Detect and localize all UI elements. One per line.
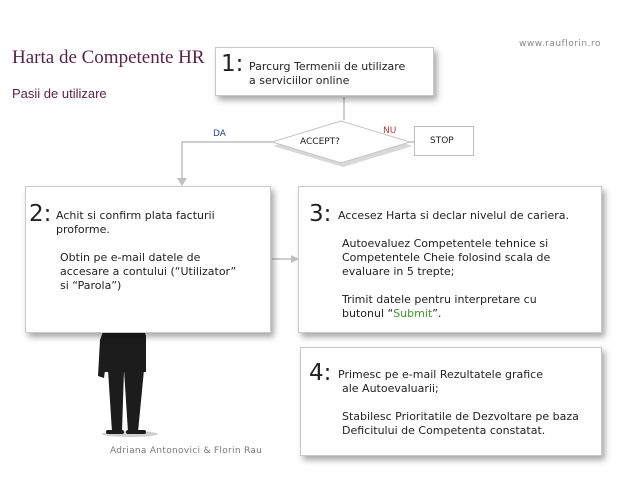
step1-box [215,47,434,96]
step1-line1: Parcurg Termenii de utilizare [249,60,406,73]
step1-line2: a serviciilor online [249,74,350,87]
arrowhead-yes [177,178,187,186]
step2-box [25,186,271,333]
page-title: Harta de Competente HR [12,47,205,68]
step3-p3-line1: Trimit datele pentru interpretare cu [342,293,537,306]
step2-line1: Achit si confirm plata facturii [56,209,215,222]
step3-p2-line2: Competentele Cheie folosind scala de [342,251,551,264]
decision-no-label: NU [383,126,397,136]
decision-label: ACCEPT? [300,137,340,147]
step1-number: 1: [221,51,244,77]
step3-p3-suffix: ”. [432,307,442,320]
step3-p2-line3: evaluare in 5 trepte; [342,265,455,278]
step4-p2-line2: Deficitului de Competenta constatat. [342,424,546,437]
connector-yes [182,142,272,181]
stop-box [414,126,474,156]
submit-word: Submit [393,307,433,320]
step4-number: 4: [309,360,332,386]
page-subtitle: Pasii de utilizare [12,86,107,101]
author-credit: Adriana Antonovici & Florin Rau [110,446,263,456]
site-url: www.rauflorin.ro [519,39,601,49]
step4-line1: Primesc pe e-mail Rezultatele grafice [338,368,543,381]
step3-line1: Accesez Harta si declar nivelul de cariera. [338,209,569,222]
step3-p2-line1: Autoevaluez Competentele tehnice si [342,237,549,250]
step2-number: 2: [29,201,52,227]
step3-p3-line2 [342,307,441,321]
stop-label: STOP [430,136,454,146]
step3-p3-prefix: butonul “ [342,307,394,320]
step2-p2-line2: accesare a contului (“Utilizator” [60,265,237,278]
step4-box [300,347,602,456]
decision-yes-label: DA [213,129,226,139]
step4-p2-line1: Stabilesc Prioritatile de Dezvoltare pe baza [342,410,579,423]
step3-box [298,186,602,333]
step4-line2: ale Autoevaluarii; [342,382,439,395]
step3-number: 3: [309,201,332,227]
step2-p2-line3: si “Parola”) [60,279,122,292]
step2-p2-line1: Obtin pe e-mail datele de [60,251,201,264]
step2-line2: proforme. [56,223,110,236]
